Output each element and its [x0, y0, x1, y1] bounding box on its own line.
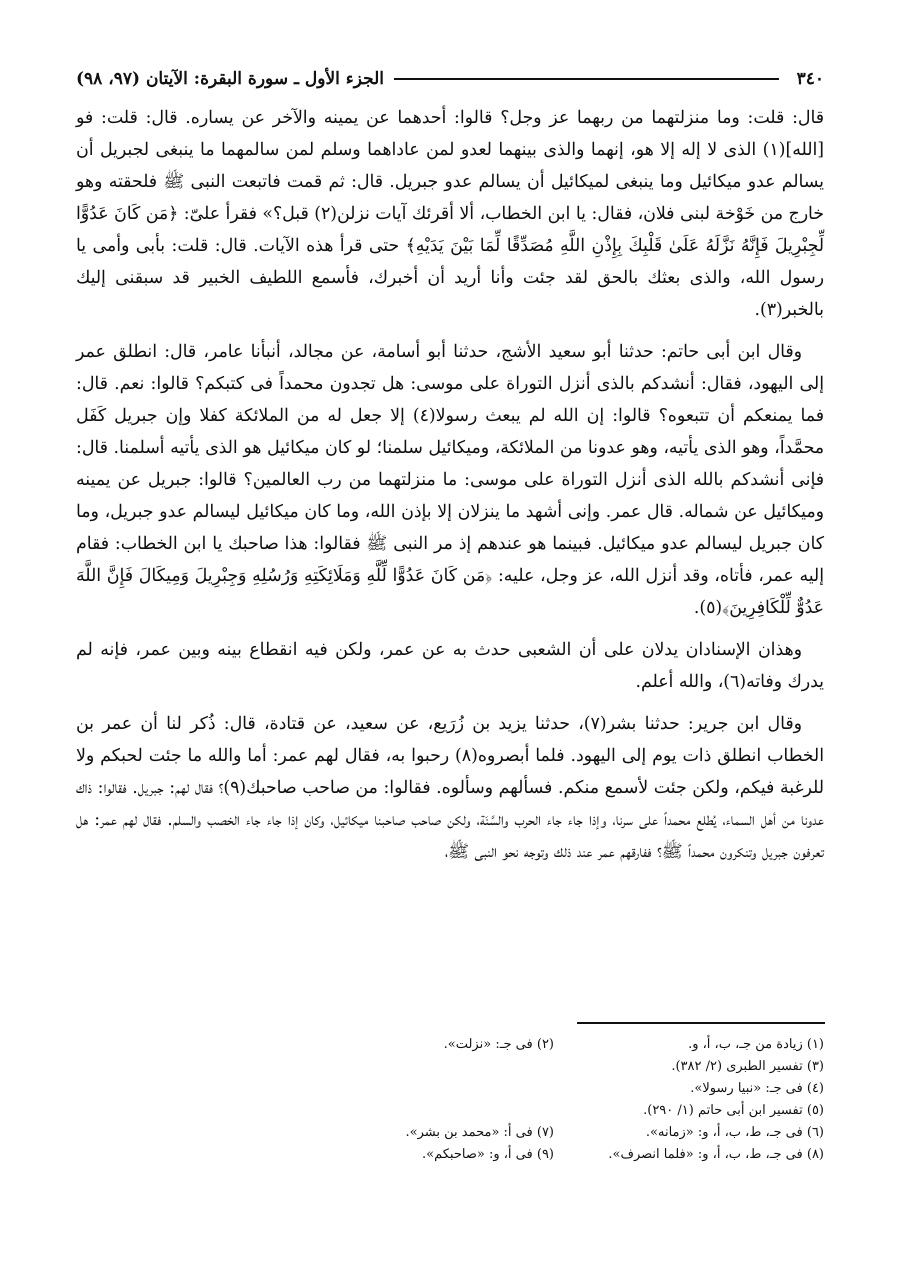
footnote-3: (٣) تفسير الطبرى (٢/ ٣٨٢).	[671, 1059, 824, 1074]
footnote-row	[76, 1122, 824, 1144]
footnote-7: (٧) فى أ: «محمد بن بشر».	[405, 1125, 554, 1140]
footnote-row	[76, 1144, 824, 1166]
paragraph-4: وقال ابن جرير: حدثنا بشر(٧)، حدثنا يزيد بن زُرَيع، عن سعيد، عن قتادة، قال: ذُكر لنا أن عمر بن الخطاب انطلق ذات يوم إلى اليهود. فلما أبصروه(٨) رحبوا به، فقال لهم عمر: أما والله ما جئت لحبكم ولا للرغبة فيكم، ولكن جئت لأسمع منكم. فسألهم وسألوه. فقالوا: من صاحب صاحبك(٩)؟ فقال لهم: جبريل. فقالوا: ذاك عدونا من أهل السماء، يُطلع محمداً على سرنا، وإذا جاء جاء الحرب والسَّنَة، ولكن صاحب صاحبنا ميكائيل، وكان إذا جاء جاء الخصب والسلم. فقال لهم عمر: هل تعرفون جبريل وتنكرون محمداً ﷺ؟ ففارقهم عمر عند ذلك وتوجه نحو النبى ﷺ،	[76, 714, 824, 862]
footnote-1: (١) زيادة من جـ، ب، أ، و.	[688, 1037, 824, 1052]
page-number: ٣٤٠	[796, 69, 824, 89]
paragraph-2: وقال ابن أبى حاتم: حدثنا أبو سعيد الأشج، حدثنا أبو أسامة، عن مجالد، أنبأنا عامر، قال: انطلق عمر إلى اليهود، فقال: أنشدكم بالذى أنزل التوراة على موسى: هل تجدون محمداً فى كتبكم؟ قالوا: نعم. قال: فما يمنعكم أن تتبعوه؟ قالوا: إن الله لم يبعث رسولا(٤) إلا جعل له من الملائكة كفلا وإن جبريل كَفَل محمَّداً، وهو الذى يأتيه، وهو عدونا من الملائكة، وميكائيل سلمنا؛ لو كان ميكائيل هو الذى يأتيه أسلمنا. قال: فإنى أنشدكم بالله الذى أنزل التوراة على موسى: ما منزلتهما من رب العالمين؟ قالوا: جبريل عن يمينه وميكائيل عن شماله. قال عمر. وإنى أشهد ما ينزلان إلا بإذن الله، وما كان ميكائيل ليسالم عدو جبريل، وما كان جبريل ليسالم عدو ميكائيل. فبينما هو عندهم إذ مر النبى ﷺ فقالوا: هذا صاحبك يا ابن الخطاب: فقام إليه عمر، فأتاه، وقد أنزل الله، عز وجل، عليه: ﴿مَن كَانَ عَدُوًّا لِّلَّهِ وَمَلَائِكَتِهِ وَرُسُلِهِ وَجِبْرِيلَ وَمِيكَالَ فَإِنَّ اللَّهَ عَدُوٌّ لِّلْكَافِرِينَ﴾(٥).	[76, 342, 824, 618]
footnote-row	[76, 1056, 824, 1078]
running-header	[76, 64, 824, 94]
paragraph-1: قال: قلت: وما منزلتهما من ربهما عز وجل؟ قالوا: أحدهما عن يمينه والآخر عن يساره. قال: قلت: فو [الله](١) الذى لا إله إلا هو، إنهما والذى بينهما لعدو لمن عاداهما وسلم لمن سالمهما ما ينبغى لجبريل أن يسالم عدو ميكائيل وما ينبغى لميكائيل أن يسالم عدو جبريل. قال: ثم قمت فاتبعت النبى ﷺ فلحقته وهو خارج من خَوْخة لبنى فلان، فقال: يا ابن الخطاب، ألا أقرئك آيات نزلن(٢) قبل؟» فقرأ علىّ: ﴿مَن كَانَ عَدُوًّا لِّجِبْرِيلَ فَإِنَّهُ نَزَّلَهُ عَلَىٰ قَلْبِكَ بِإِذْنِ اللَّهِ مُصَدِّقًا لِّمَا بَيْنَ يَدَيْهِ﴾ حتى قرأ هذه الآيات. قال: قلت: بأبى وأمى يا رسول الله، والذى بعثك بالحق لقد جئت وأنا أريد أن أخبرك، فأسمع اللطيف الخبير قد سبقنى إليك بالخبر(٣).	[76, 108, 824, 320]
footnote-5: (٥) تفسير ابن أبى حاتم (١/ ٢٩٠).	[643, 1103, 824, 1118]
footnote-row	[76, 1034, 824, 1056]
footnote-4: (٤) فى جـ: «نبيا رسولا».	[690, 1081, 824, 1096]
footnote-9: (٩) فى أ، و: «صاحبكم».	[421, 1147, 554, 1162]
body-text	[76, 102, 824, 878]
footnote-8: (٨) فى جـ، ط، ب، أ، و: «فلما انصرف».	[608, 1147, 824, 1162]
footnote-rule	[577, 1022, 825, 1024]
footnote-2: (٢) فى جـ: «نزلت».	[443, 1037, 554, 1052]
footnote-row	[76, 1100, 824, 1122]
footnote-6: (٦) فى جـ، ط، ب، أ، و: «زمانه».	[645, 1125, 824, 1140]
header-title: الجزء الأول ـ سورة البقرة: الآيتان (٩٧، ٩٨)	[76, 69, 385, 89]
footnote-row	[76, 1078, 824, 1100]
header-rule	[394, 78, 779, 80]
footnotes	[76, 1034, 824, 1166]
paragraph-3: وهذان الإسنادان يدلان على أن الشعبى حدث به عن عمر، ولكن فيه انقطاع بينه وبين عمر، فإنه لم يدرك وفاته(٦)، والله أعلم.	[76, 640, 824, 692]
